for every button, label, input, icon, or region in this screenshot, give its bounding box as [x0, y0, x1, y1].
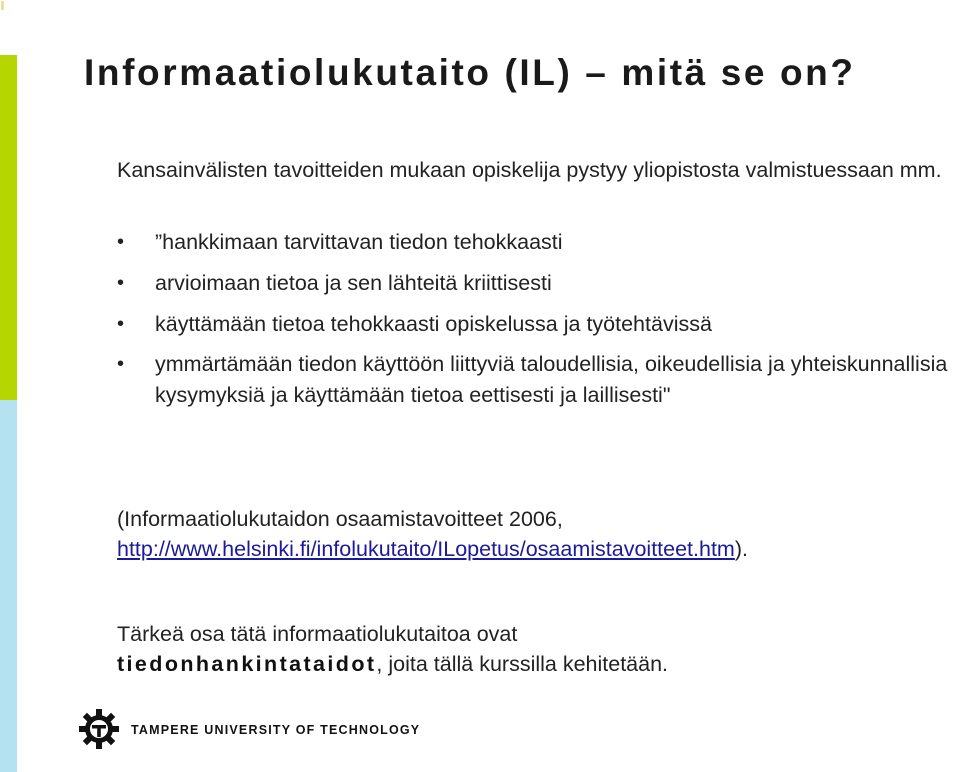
- university-name: TAMPERE UNIVERSITY OF TECHNOLOGY: [131, 723, 421, 737]
- closing-line1: Tärkeä osa tätä informaatiolukutaitoa ovat: [117, 622, 518, 646]
- side-bar-cyan: [0, 400, 17, 772]
- list-item-text: ”hankkimaan tarvittavan tiedon tehokkaasti: [155, 230, 563, 254]
- reference-link[interactable]: http://www.helsinki.fi/infolukutaito/ILopetus/osaamistavoitteet.htm: [117, 537, 735, 561]
- corner-mark: [1, 1, 4, 10]
- list-item-text: arvioimaan tietoa ja sen lähteitä kriittisesti: [155, 271, 552, 295]
- reference-citation: [117, 504, 957, 564]
- intro-text: Kansainvälisten tavoitteiden mukaan opiskelija pystyy yliopistosta valmistuessaan mm.: [117, 158, 942, 182]
- side-bar-lime: [0, 55, 17, 400]
- list-item: [117, 349, 957, 411]
- list-item: [117, 267, 957, 299]
- bullet-icon: •: [117, 313, 125, 335]
- reference-suffix: ).: [734, 537, 748, 561]
- closing-text: [117, 619, 957, 679]
- list-item-text: ymmärtämään tiedon käyttöön liittyviä taloudellisia, oikeudellisia ja yhteiskunnallisia kysymyksiä ja käyttämään tietoa eettisesti ja laillisesti": [155, 352, 948, 407]
- bullet-icon: •: [117, 272, 125, 294]
- tut-gear-logo-icon: [78, 708, 120, 750]
- reference-prefix: (Informaatiolukutaidon osaamistavoitteet 2006,: [117, 507, 563, 531]
- list-item-text: käyttämään tietoa tehokkaasti opiskelussa ja työtehtävissä: [155, 312, 712, 336]
- bullet-icon: •: [117, 353, 125, 375]
- list-item: [117, 226, 957, 258]
- bullet-list: [117, 226, 957, 420]
- closing-emphasis: tiedonhankintataidot: [117, 652, 377, 676]
- list-item: [117, 308, 957, 340]
- closing-rest: , joita tällä kurssilla kehitetään.: [376, 652, 669, 676]
- slide-title: Informaatiolukutaito (IL) – mitä se on?: [84, 52, 856, 93]
- bullet-icon: •: [117, 231, 125, 253]
